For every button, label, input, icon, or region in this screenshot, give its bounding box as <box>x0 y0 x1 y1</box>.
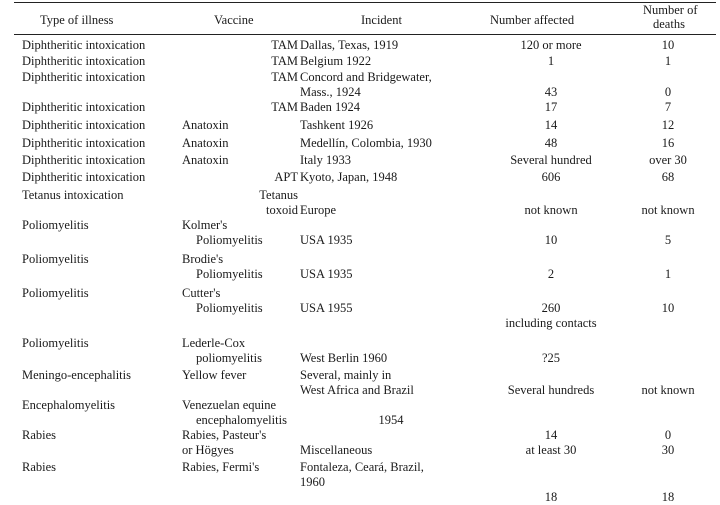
incident-cell: Italy 1933 <box>300 153 352 167</box>
incident-cell: West Berlin 1960 <box>300 351 388 365</box>
vaccine-cell: or Högyes <box>182 443 234 457</box>
incident-cell: Belgium 1922 <box>300 54 372 68</box>
vaccine-cell: Tetanus <box>259 188 298 202</box>
deaths-cell: 10 <box>661 38 675 52</box>
affected-cell: including contacts <box>505 316 597 330</box>
vaccine-cell: TAM <box>271 54 298 68</box>
deaths-cell: 5 <box>664 233 672 247</box>
illness-cell: Diphtheritic intoxication <box>22 38 146 52</box>
affected-cell: not known <box>524 203 578 217</box>
header-rule <box>14 34 716 35</box>
deaths-cell: 1 <box>664 267 672 281</box>
vaccine-cell: TAM <box>271 38 298 52</box>
vaccine-cell: Rabies, Fermi's <box>182 460 260 474</box>
header-vaccine: Vaccine <box>214 13 254 27</box>
vaccine-cell: TAM <box>271 70 298 84</box>
top-rule <box>14 2 716 3</box>
vaccine-cell: Anatoxin <box>182 136 229 150</box>
vaccine-cell: Brodie's <box>182 252 224 266</box>
affected-cell: 17 <box>544 100 558 114</box>
incident-cell: Concord and Bridgewater, <box>300 70 432 84</box>
vaccine-cell: Anatoxin <box>182 118 229 132</box>
affected-cell: 14 <box>544 118 558 132</box>
header-type-of-illness: Type of illness <box>40 13 114 27</box>
illness-cell: Diphtheritic intoxication <box>22 54 146 68</box>
vaccine-cell: poliomyelitis <box>196 351 262 365</box>
deaths-cell: over 30 <box>649 153 687 167</box>
incident-cell: Kyoto, Japan, 1948 <box>300 170 398 184</box>
deaths-cell: 7 <box>664 100 672 114</box>
vaccine-cell: Lederle-Cox <box>182 336 246 350</box>
affected-cell: 120 or more <box>520 38 582 52</box>
vaccine-cell: encephalomyelitis <box>196 413 287 427</box>
incident-cell: USA 1935 <box>300 267 353 281</box>
affected-cell: 2 <box>547 267 555 281</box>
deaths-cell: 0 <box>664 428 672 442</box>
incident-cell: West Africa and Brazil <box>300 383 414 397</box>
illness-cell: Poliomyelitis <box>22 286 89 300</box>
vaccine-cell: Kolmer's <box>182 218 228 232</box>
deaths-cell: 16 <box>661 136 675 150</box>
deaths-cell: 18 <box>661 490 675 504</box>
incident-cell: Miscellaneous <box>300 443 373 457</box>
header-number-of-deaths-line2: deaths <box>653 17 685 31</box>
vaccine-cell: Anatoxin <box>182 153 229 167</box>
illness-cell: Rabies <box>22 428 57 442</box>
illness-cell: Tetanus intoxication <box>22 188 124 202</box>
header-number-affected: Number affected <box>490 13 575 27</box>
affected-cell: Several hundreds <box>507 383 595 397</box>
deaths-cell: 30 <box>661 443 675 457</box>
illness-cell: Diphtheritic intoxication <box>22 170 146 184</box>
deaths-cell: 68 <box>661 170 675 184</box>
incident-cell: Fontaleza, Ceará, Brazil, <box>300 460 424 474</box>
deaths-cell: 10 <box>661 301 675 315</box>
incident-cell: Dallas, Texas, 1919 <box>300 38 399 52</box>
affected-cell: 1 <box>547 54 555 68</box>
deaths-cell: 12 <box>661 118 675 132</box>
illness-cell: Rabies <box>22 460 57 474</box>
vaccine-cell: Poliomyelitis <box>196 267 263 281</box>
header-incident: Incident <box>361 13 402 27</box>
affected-cell: 48 <box>544 136 558 150</box>
vaccine-cell: APT <box>274 170 298 184</box>
affected-cell: Several hundred <box>510 153 592 167</box>
illness-cell: Diphtheritic intoxication <box>22 100 146 114</box>
incident-cell: Mass., 1924 <box>300 85 361 99</box>
affected-cell: 10 <box>544 233 558 247</box>
affected-cell: 606 <box>541 170 561 184</box>
deaths-cell: not known <box>641 203 695 217</box>
vaccine-cell: Yellow fever <box>182 368 247 382</box>
header-number-of-deaths-line1: Number of <box>643 3 698 17</box>
incident-cell: USA 1935 <box>300 233 353 247</box>
incident-cell: Baden 1924 <box>300 100 361 114</box>
illness-cell: Diphtheritic intoxication <box>22 153 146 167</box>
vaccine-cell: Cutter's <box>182 286 221 300</box>
illness-cell: Diphtheritic intoxication <box>22 70 146 84</box>
incident-cell: 1960 <box>300 475 325 489</box>
incident-cell: Several, mainly in <box>300 368 392 382</box>
deaths-cell: 1 <box>664 54 672 68</box>
illness-cell: Diphtheritic intoxication <box>22 118 146 132</box>
affected-cell: 260 <box>541 301 561 315</box>
illness-cell: Diphtheritic intoxication <box>22 136 146 150</box>
vaccine-cell: toxoid <box>266 203 298 217</box>
incident-cell: Europe <box>300 203 337 217</box>
incident-cell: Medellín, Colombia, 1930 <box>300 136 432 150</box>
vaccine-cell: Venezuelan equine <box>182 398 277 412</box>
deaths-cell: not known <box>641 383 695 397</box>
incident-cell: 1954 <box>378 413 404 427</box>
illness-cell: Poliomyelitis <box>22 336 89 350</box>
affected-cell: at least 30 <box>525 443 577 457</box>
incident-cell: USA 1955 <box>300 301 353 315</box>
deaths-cell: 0 <box>664 85 672 99</box>
illness-cell: Poliomyelitis <box>22 218 89 232</box>
affected-cell: 18 <box>544 490 558 504</box>
affected-cell: ?25 <box>541 351 561 365</box>
vaccine-cell: Rabies, Pasteur's <box>182 428 267 442</box>
illness-cell: Poliomyelitis <box>22 252 89 266</box>
incident-cell: Tashkent 1926 <box>300 118 374 132</box>
illness-cell: Meningo-encephalitis <box>22 368 131 382</box>
vaccine-cell: TAM <box>271 100 298 114</box>
affected-cell: 14 <box>544 428 558 442</box>
affected-cell: 43 <box>544 85 558 99</box>
vaccine-cell: Poliomyelitis <box>196 301 263 315</box>
vaccine-cell: Poliomyelitis <box>196 233 263 247</box>
illness-cell: Encephalomyelitis <box>22 398 116 412</box>
